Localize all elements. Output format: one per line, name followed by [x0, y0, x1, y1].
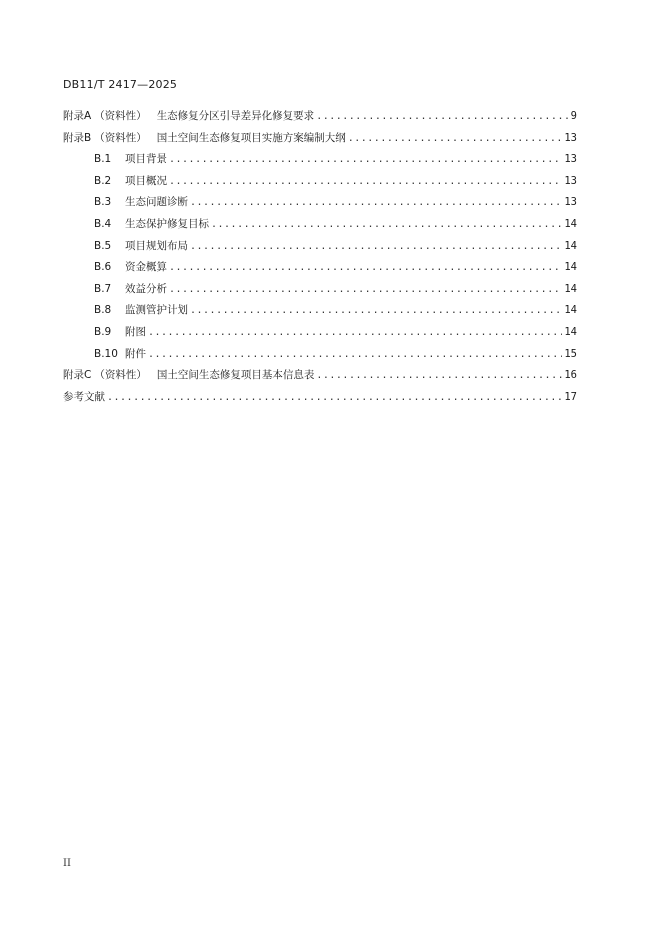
toc-entry-b10[interactable] [63, 344, 577, 366]
toc-entry-b4[interactable] [63, 214, 577, 236]
toc-entry-title: 国土空间生态修复项目基本信息表 [156, 369, 315, 382]
toc-entry-number: B.8 [94, 304, 112, 317]
toc-entry-number: B.3 [94, 196, 112, 209]
toc-entry-number: B.5 [94, 239, 112, 252]
toc-dot-leader [169, 171, 562, 193]
toc-entry-b9[interactable] [63, 322, 577, 344]
toc-entry-nature: （资料性） [94, 110, 147, 122]
toc-entry-title: 监测管护计划 [125, 304, 188, 317]
toc-entry-nature: （资料性） [94, 131, 147, 144]
toc-entry-title: 项目概况 [125, 174, 167, 187]
toc-entry-title: 附图 [125, 325, 146, 338]
toc-entry-number: 附录B [63, 131, 92, 144]
toc-dot-leader [148, 344, 562, 366]
toc-entry-b6[interactable] [63, 257, 577, 279]
toc-entry-title: 附件 [125, 347, 146, 360]
toc-entry-title: 生态保护修复目标 [125, 217, 209, 230]
table-of-contents [63, 106, 577, 408]
toc-dot-leader [169, 149, 562, 171]
toc-entry-b5[interactable] [63, 236, 577, 258]
toc-dot-leader [348, 128, 563, 150]
toc-entry-page: 15 [564, 347, 577, 360]
toc-entry-page: 16 [564, 369, 577, 382]
toc-dot-leader [211, 214, 562, 236]
toc-entry-b3[interactable] [63, 192, 577, 214]
toc-entry-number: 附录A [63, 110, 92, 122]
toc-entry-page: 13 [564, 153, 577, 166]
toc-entry-page: 14 [564, 261, 577, 274]
toc-entry-title: 项目背景 [125, 153, 167, 166]
toc-entry-nature: （资料性） [94, 369, 147, 382]
toc-entry-references[interactable] [63, 387, 577, 409]
toc-entry-page: 14 [564, 217, 577, 230]
toc-entry-number: 附录C [63, 369, 92, 382]
toc-entry-title: 项目规划布局 [125, 239, 188, 252]
toc-entry-b7[interactable] [63, 279, 577, 301]
toc-entry-page: 9 [570, 110, 577, 122]
toc-dot-leader [316, 106, 568, 128]
document-code: DB11/T 2417—2025 [63, 78, 178, 91]
toc-entry-number: B.9 [94, 325, 112, 338]
toc-entry-b8[interactable] [63, 300, 577, 322]
toc-dot-leader [190, 300, 562, 322]
toc-entry-number: B.7 [94, 282, 112, 295]
toc-dot-leader [190, 192, 562, 214]
toc-entry-title: 参考文献 [63, 390, 105, 403]
toc-entry-page: 14 [564, 239, 577, 252]
toc-dot-leader [148, 322, 562, 344]
toc-entry-appendix-b[interactable] [63, 128, 577, 150]
toc-entry-title: 资金概算 [125, 261, 167, 274]
toc-dot-leader [169, 279, 562, 301]
toc-entry-b1[interactable] [63, 149, 577, 171]
toc-dot-leader [316, 365, 562, 387]
toc-entry-page: 13 [564, 196, 577, 209]
toc-entry-title: 国土空间生态修复项目实施方案编制大纲 [156, 131, 346, 144]
toc-entry-number: B.1 [94, 153, 112, 166]
toc-entry-page: 14 [564, 325, 577, 338]
toc-entry-number: B.6 [94, 261, 112, 274]
toc-entry-page: 14 [564, 282, 577, 295]
toc-entry-appendix-a[interactable] [63, 106, 577, 128]
toc-dot-leader [107, 387, 562, 409]
toc-entry-title: 效益分析 [125, 282, 167, 295]
toc-entry-title: 生态问题诊断 [125, 196, 188, 209]
toc-entry-number: B.2 [94, 174, 112, 187]
toc-entry-title: 生态修复分区引导差异化修复要求 [156, 110, 315, 122]
toc-entry-page: 17 [564, 390, 577, 403]
toc-dot-leader [169, 257, 562, 279]
toc-dot-leader [190, 236, 562, 258]
toc-entry-page: 13 [564, 174, 577, 187]
toc-entry-number: B.4 [94, 217, 112, 230]
toc-entry-page: 14 [564, 304, 577, 317]
toc-entry-appendix-c[interactable] [63, 365, 577, 387]
page-number: II [63, 858, 71, 869]
toc-entry-page: 13 [564, 131, 577, 144]
toc-entry-number: B.10 [94, 347, 118, 360]
toc-entry-b2[interactable] [63, 171, 577, 193]
